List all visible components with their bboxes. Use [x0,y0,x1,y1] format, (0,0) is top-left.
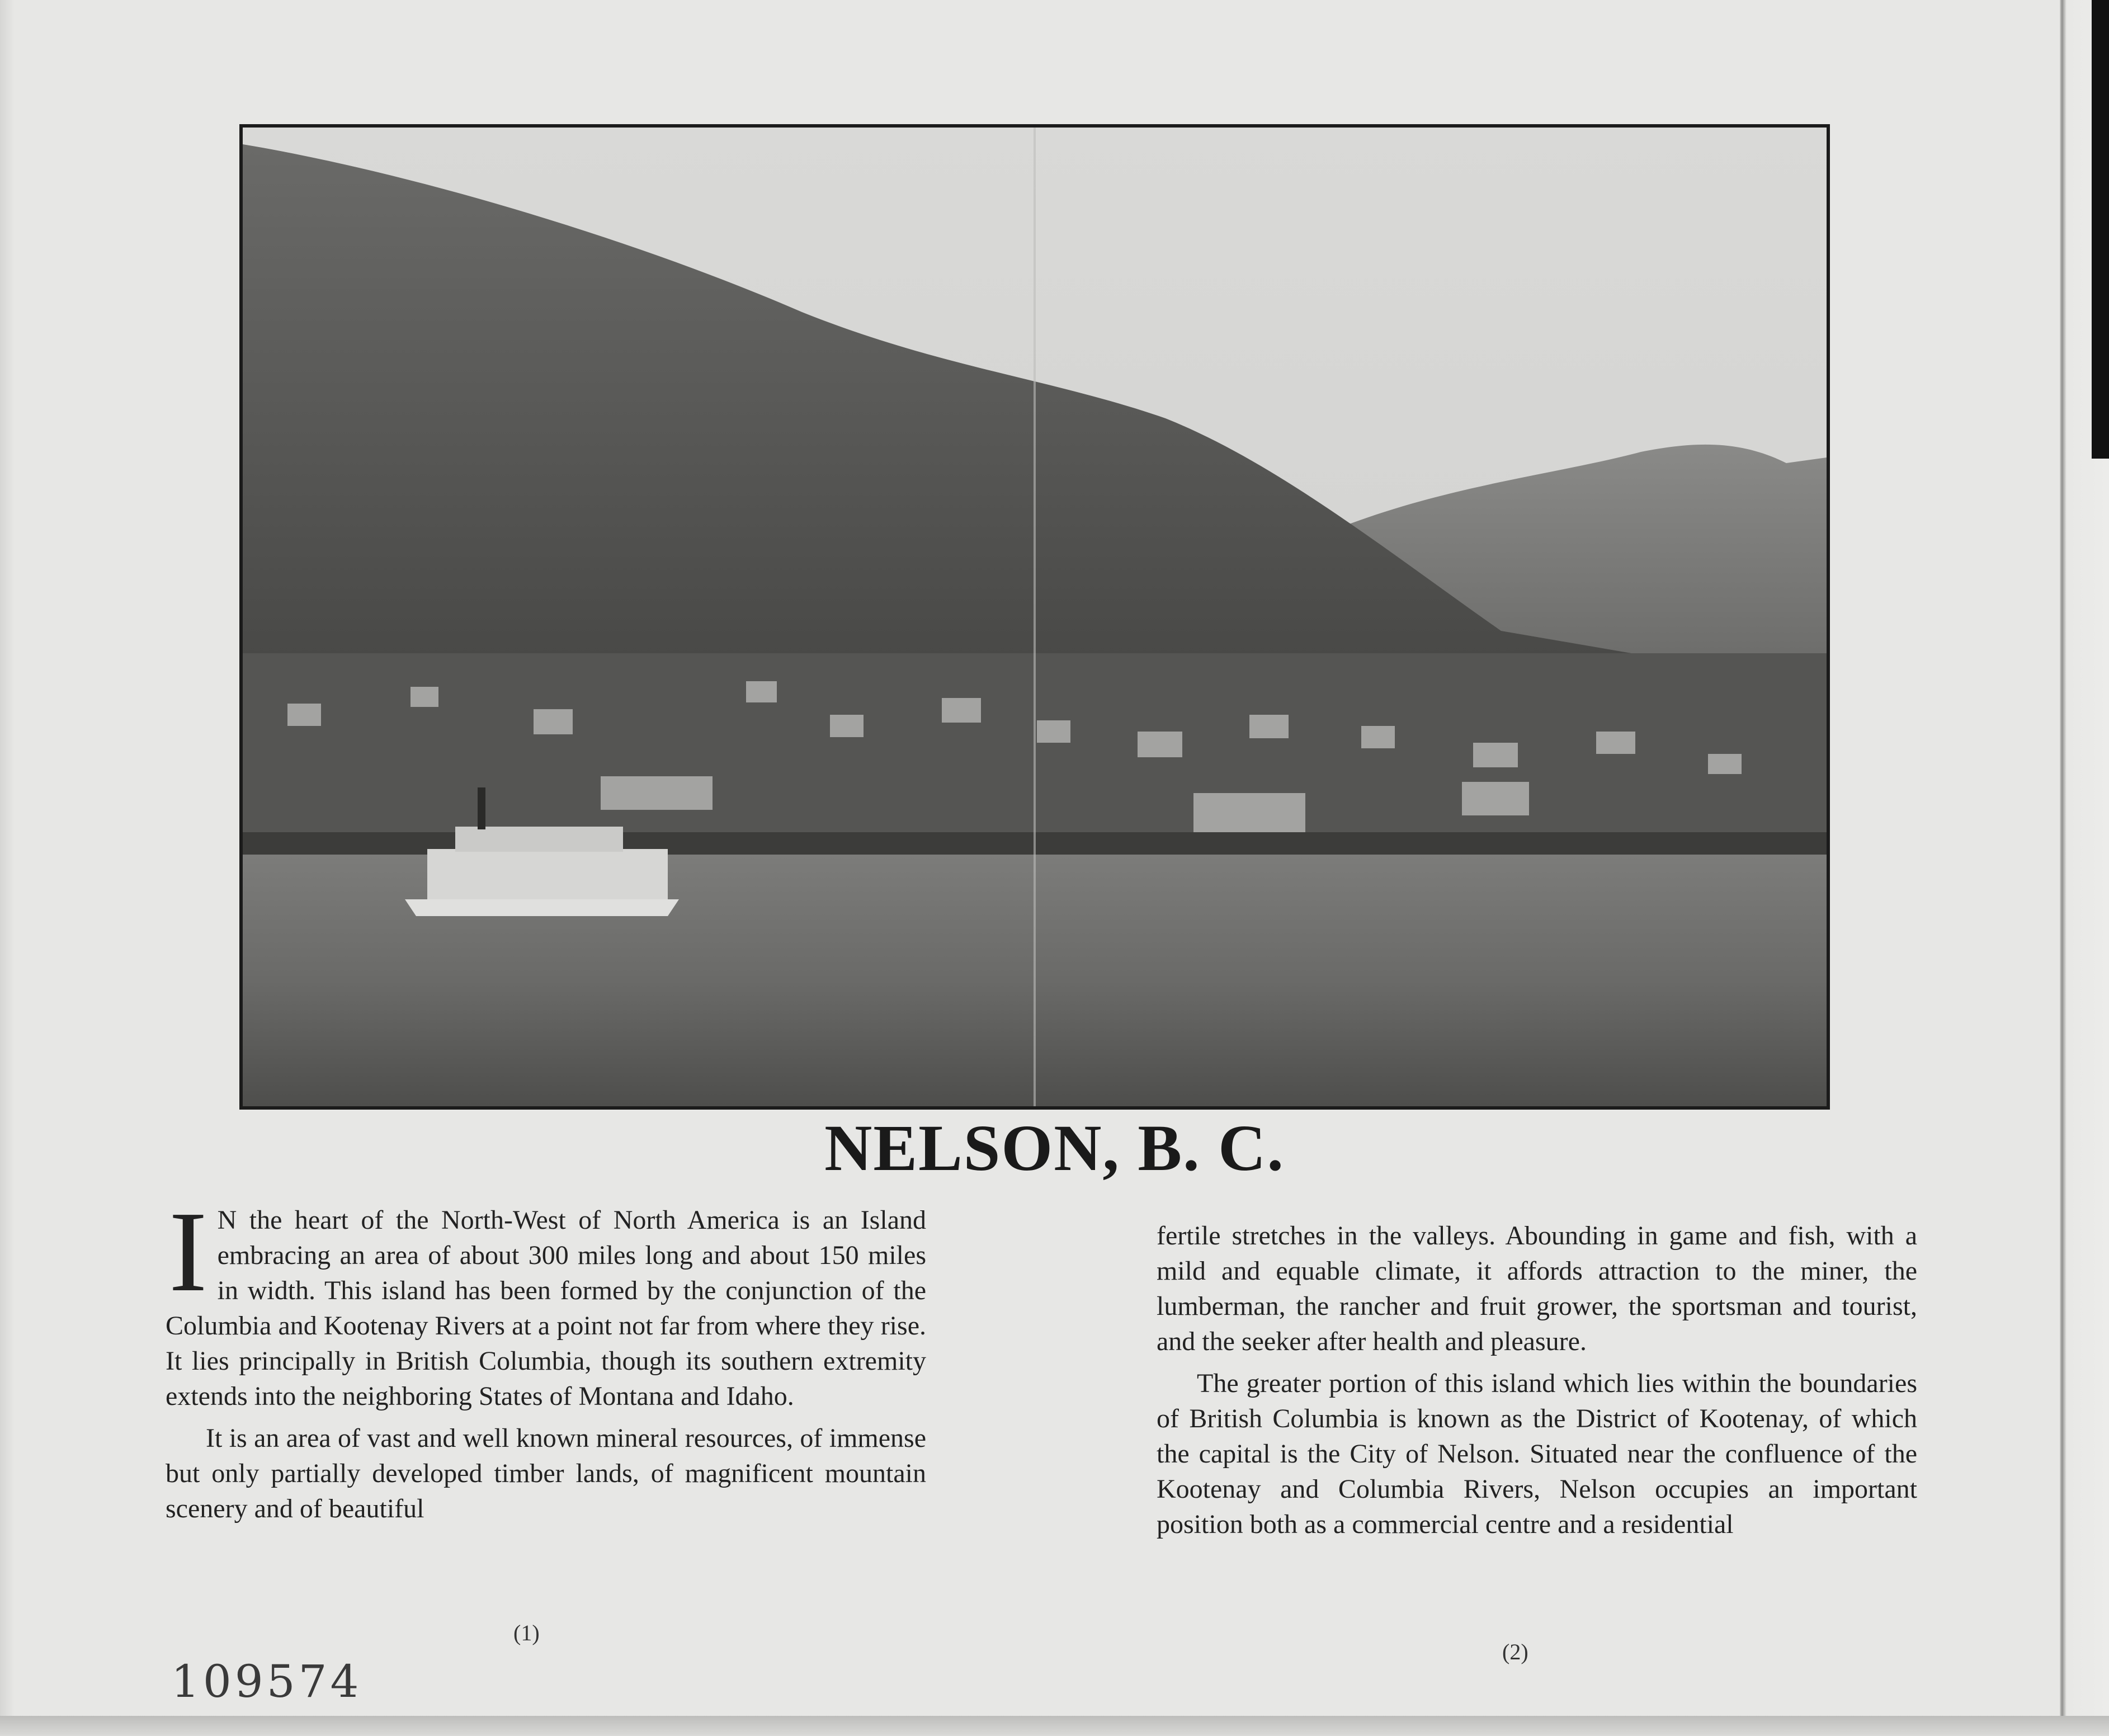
page-left-edge [0,0,15,1736]
right-text-column [1157,1218,1917,1549]
page-title: NELSON, B. C. [824,1111,1285,1185]
page-number-left: (1) [513,1620,540,1645]
right-paragraph-1: fertile stretches in the valleys. Abounding in game and fish, with a mild and equable climate, it affords attraction to the miner, the lumberman, the rancher and fruit grower, the sportsman and tourist, and the seeker after health and pleasure. [1157,1221,1917,1356]
scan-shadow [2092,0,2109,459]
photo-illustration [243,128,1827,1106]
left-paragraph-1 [166,1187,926,1414]
harbour-photo [239,124,1830,1110]
left-paragraph-2: It is an area of vast and well known mineral resources, of immense but only partially developed timber lands, of magnificent mountain scenery and of beautiful [166,1423,926,1523]
page-number-right: (2) [1502,1639,1528,1664]
left-text-column [166,1187,926,1533]
right-paragraph-2: The greater portion of this island which lies within the boundaries of British Columbia is known as the District of Kootenay, of which the capital is the City of Nelson. Situated near the confluence of the Kootenay and Columbia Rivers, Nelson occupies an important position both as a commercial centre and a residential [1157,1369,1917,1539]
drop-cap: I [169,1187,207,1315]
catalog-number: 109574 [171,1655,362,1707]
left-paragraph-1-text: N the heart of the North-West of North America is an Island embracing an area of about 300 miles long and about 150 miles in width. This island has been formed by the conjunction of the Columbia and Kootenay Rivers at a point not far from where they rise. It lies principally in British Columbia, though its southern extremity extends into the neighboring States of Montana and Idaho. [166,1205,926,1411]
page-bottom-edge [0,1716,2109,1736]
